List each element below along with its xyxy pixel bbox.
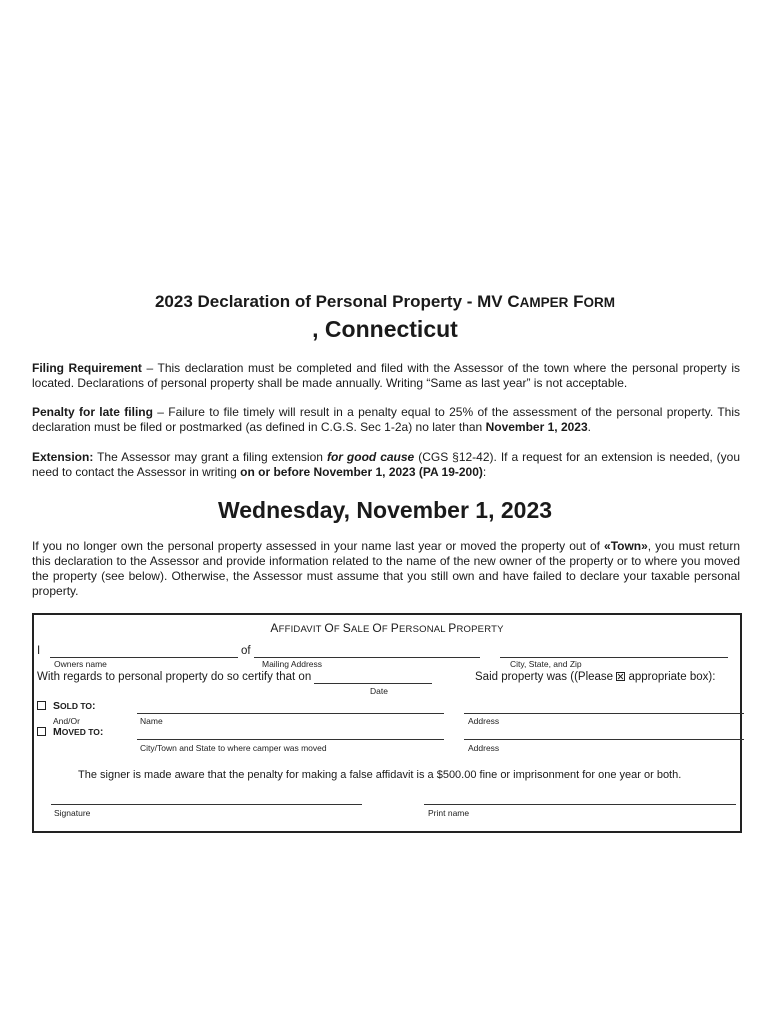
extension-paragraph: Extension: The Assessor may grant a filing extension for good cause (CGS §12-42). If a request for an extension is needed, (you need to contact the Assessor in writing on or before November 1, 2023 (PA 19-200): (32, 450, 741, 479)
form-subtitle: , Connecticut (312, 316, 458, 342)
moved-to-checkbox[interactable] (37, 727, 46, 736)
signer-notice: The signer is made aware that the penalty for making a false affidavit is a $500.00 fine or imprisonment for one year or both. (78, 769, 682, 781)
affidavit-title: AFFIDAVIT OF SALE OF PERSONAL PROPERTY (270, 621, 504, 635)
said-property-text: Said property was ((Please appropriate box): (475, 671, 716, 683)
address-label-1: Address (468, 716, 500, 726)
city-state-zip-field[interactable] (500, 657, 728, 658)
print-name-field[interactable] (424, 804, 736, 805)
name-label: Name (140, 716, 163, 726)
owners-name-label: Owners name (54, 659, 107, 669)
sold-to-checkbox[interactable] (37, 701, 46, 710)
moved-to-address-field[interactable] (464, 739, 744, 740)
sold-to-name-field[interactable] (137, 713, 444, 714)
signature-field[interactable] (51, 804, 362, 805)
due-date-heading: Wednesday, November 1, 2023 (217, 497, 553, 523)
penalty-paragraph: Penalty for late filing – Failure to file timely will result in a penalty equal to 25% of the assessment of the personal property. This declaration must be filed or postmarked (as defined in C.G.S. Sec 1-2a) no later than November 1, 2023. (32, 405, 740, 434)
signature-label: Signature (54, 808, 91, 818)
address-label-2: Address (468, 743, 500, 753)
city-state-zip-label: City, State, and Zip (510, 659, 582, 669)
city-town-label: City/Town and State to where camper was moved (140, 743, 327, 753)
date-label: Date (370, 686, 388, 696)
form-title: 2023 Declaration of Personal Property - MV CAMPER FORM (154, 292, 616, 311)
mailing-address-label: Mailing Address (262, 659, 323, 669)
i-label: I (37, 645, 41, 657)
and-or-label: And/Or (53, 716, 80, 726)
checkbox-x-icon (616, 672, 625, 681)
regards-text: With regards to personal property do so certify that on (37, 671, 312, 683)
filing-requirement-paragraph: Filing Requirement – This declaration must be completed and filed with the Assessor of the town where the personal property is located. Declarations of personal property shall be made annually. Writing “Same as last year” is not acceptable. (32, 361, 740, 390)
sold-to-label: SOLD TO: (53, 700, 96, 712)
moved-to-city-field[interactable] (137, 739, 444, 740)
date-field[interactable] (314, 683, 432, 684)
owners-name-field[interactable] (50, 657, 238, 658)
moved-to-label: MOVED TO: (53, 726, 104, 738)
of-label: of (241, 645, 251, 657)
notice-paragraph: If you no longer own the personal property assessed in your name last year or moved the property out of «Town», you must return this declaration to the Assessor and provide information related to the name of the new owner of the property or to where you moved the property (see below). Otherwise, the Assessor must assume that you still own and have failed to declare your taxable personal property. (32, 539, 740, 598)
print-name-label: Print name (428, 808, 470, 818)
mailing-address-field[interactable] (254, 657, 480, 658)
affidavit-box (32, 613, 742, 833)
sold-to-address-field[interactable] (464, 713, 744, 714)
